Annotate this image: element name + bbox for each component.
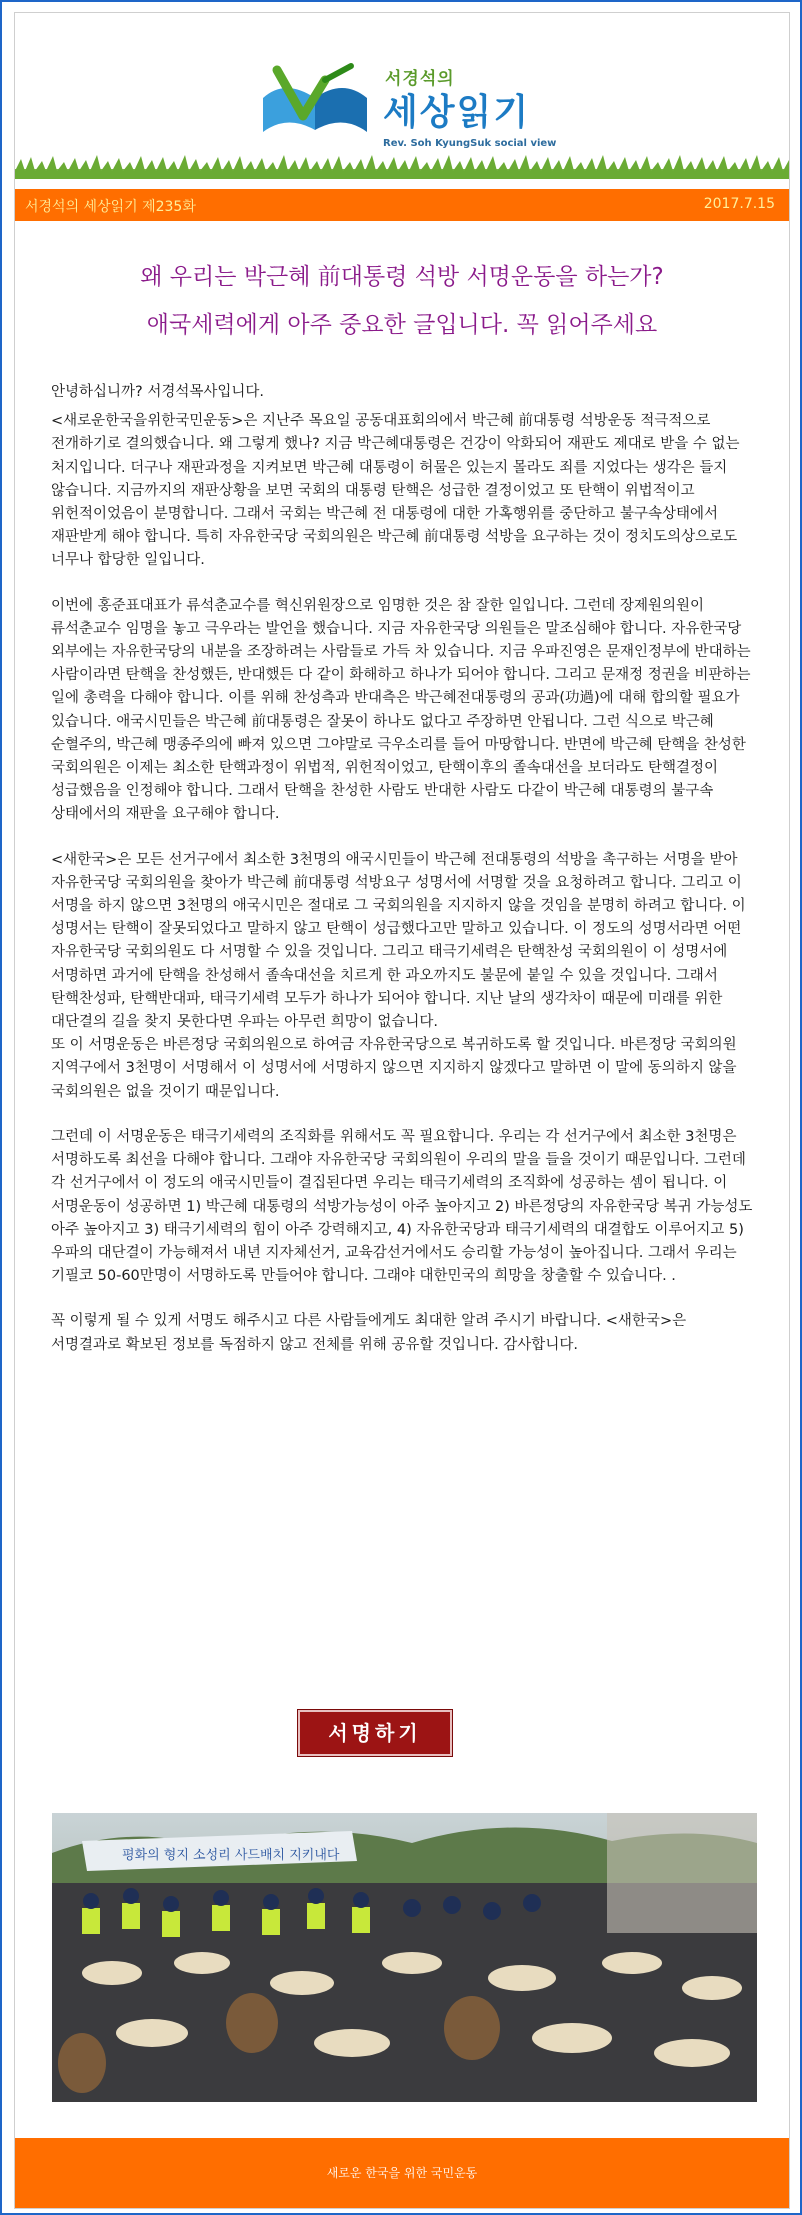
logo-title: 세상읽기 [383, 92, 531, 133]
footer-organization: 새로운 한국을 위한 국민운동 [326, 2166, 478, 2180]
logo-title-small: 서경석의 [385, 69, 455, 89]
paragraph: 또 이 서명운동은 바른정당 국회의원으로 하여금 자유한국당으로 복귀하도록 할 것입니다. 바른정당 국회의원 지역구에서 3천명이 서명해서 이 성명서에 서명하지 않으면 지지하지 않겠다고 말하면 이 말에 동의하지 않을 국회의원은 없을 것이기 때문입니다. [51, 1037, 737, 1100]
grass-divider [15, 153, 789, 179]
footer-bar [15, 2138, 789, 2208]
issue-date: 2017.7.15 [703, 196, 775, 212]
photo-banner: 평화의 형지 소성리 사드배치 지키내다 [122, 1848, 340, 1863]
headline-subtitle: 애국세력에게 아주 중요한 글입니다. 꼭 읽어주세요 [146, 312, 658, 338]
logo-area [15, 13, 789, 183]
paragraph: <새로운한국을위한국민운동>은 지난주 목요일 공동대표회의에서 박근혜 前대통령 석방운동 적극적으로 전개하기로 결의했습니다. 왜 그렇게 했나? 지금 박근혜대통령은 건강이 악화되어 재판도 제대로 받을 수 없는 처지입니다. 더구나 재판과정을 지켜보면 박근혜 대통령이 허물은 있는지 몰라도 죄를 지었다는 생각은 들지 않습니다. 지금까지의 재판상황을 보면 국회의 대통령 탄핵은 성급한 결정이었고 또 탄핵이 위법적이고 위헌적이었음이 분명합니다. 그래서 국회는 박근혜 전 대통령에 대한 가혹행위를 중단하고 불구속상태에서 재판받게 해야 합니다. 특히 자유한국당 국회의원은 박근혜 前대통령 석방을 요구하는 것이 정치도의상으로도 너무나 합당한 일입니다. [51, 413, 740, 569]
paragraph: 그런데 이 서명운동은 태극기세력의 조직화를 위해서도 꼭 필요합니다. 우리는 각 선거구에서 최소한 3천명은 서명하도록 최선을 다해야 합니다. 그래야 자유한국당 국회의원이 우리의 말을 들을 것이기 때문입니다. 그런데 각 선거구에서 이 정도의 애국시민들이 결집된다면 우리는 태극기세력의 조직화에 성공하는 셈이 됩니다. 이 서명운동이 성공하면 1) 박근혜 대통령의 석방가능성이 아주 높아지고 2) 바른정당의 자유한국당 복귀 가능성도 아주 높아지고 3) 태극기세력의 힘이 아주 강력해지고, 4) 자유한국당과 태극기세력의 대결합도 이루어지고 5) 우파의 대단결이 가능해져서 내년 지자체선거, 교육감선거에서도 승리할 가능성이 높아집니다. 그래서 우리는 기필코 50-60만명이 서명하도록 만들어야 합니다. 그래야 대한민국의 희망을 창출할 수 있습니다. . [51, 1128, 753, 1285]
greeting: 안녕하십니까? 서경석목사입니다. [51, 384, 265, 400]
newsletter-container [14, 12, 790, 2209]
sign-petition-button[interactable]: 서명하기 [298, 1710, 452, 1756]
logo [255, 58, 575, 158]
headline-title: 왜 우리는 박근혜 前대통령 석방 서명운동을 하는가? [140, 264, 664, 290]
crowd-photo-image [52, 1813, 757, 2102]
book-logo-icon [255, 58, 375, 158]
paragraph: <새한국>은 모든 선거구에서 최소한 3천명의 애국시민들이 박근혜 전대통령의 석방을 촉구하는 서명을 받아 자유한국당 국회의원을 찾아가 박근혜 前대통령 석방요구 성명서에 서명할 것을 요청하려고 합니다. 그리고 이 서명을 하지 않으면 3천명의 애국시민은 절대로 그 국회의원을 지지하지 않을 것임을 분명히 하려고 합니다. 이 성명서는 탄핵이 잘못되었다고 말하지 않고 탄핵이 성급했다고만 말하고 있습니다. 이 정도의 성명서라면 어떤 자유한국당 국회의원도 다 서명할 수 있을 것입니다. 그리고 태극기세력은 탄핵찬성 국회의원이 이 성명서에 서명하면 과거에 탄핵을 찬성해서 졸속대선을 치르게 한 과오까지도 불문에 붙일 수 있을 것입니다. 그래서 탄핵찬성파, 탄핵반대파, 태극기세력 모두가 하나가 되어야 합니다. 지난 날의 생각차이 때문에 미래를 위한 대단결의 길을 찾지 못한다면 우파는 아무런 희망이 없습니다. [51, 851, 746, 1031]
issue-header-bar [15, 189, 789, 221]
issue-number: 서경석의 세상읽기 제235화 [25, 199, 196, 215]
paragraph: 이번에 홍준표대표가 류석춘교수를 혁신위원장으로 임명한 것은 참 잘한 일입니다. 그런데 장제원의원이 류석춘교수 임명을 놓고 극우라는 발언을 했습니다. 지금 자유한국당 의원들은 말조심해야 합니다. 자유한국당 외부에는 자유한국당의 내분을 조장하려는 사람들로 가득 차 있습니다. 지금 우파진영은 문재인정부에 반대하는 사람이라면 탄핵을 찬성했든, 반대했든 다 같이 화해하고 하나가 되어야 합니다. 그리고 문재정 정권을 비판하는 일에 총력을 다해야 합니다. 이를 위해 찬성측과 반대측은 박근혜전대통령의 공과(功過)에 대해 합의할 필요가 있습니다. 애국시민들은 박근혜 前대통령은 잘못이 하나도 없다고 주장하면 안됩니다. 그런 식으로 박근혜 순혈주의, 박근혜 맹종주의에 빠져 있으면 그야말로 극우소리를 들어 마땅합니다. 반면에 박근혜 탄핵을 찬성한 국회의원은 이제는 최소한 탄핵과정이 위법적, 위헌적이었고, 탄핵이후의 졸속대선을 보더라도 탄핵결정이 성급했음을 인정해야 합니다. 그래서 탄핵을 찬성한 사람도 반대한 사람도 다같이 박근혜 대통령의 불구속 상태에서의 재판을 요구해야 합니다. [51, 597, 751, 823]
article-body [51, 381, 755, 1357]
logo-subtitle: Rev. Soh KyungSuk social view [383, 138, 557, 149]
paragraph: 꼭 이렇게 될 수 있게 서명도 해주시고 다른 사람들에게도 최대한 알려 주시기 바랍니다. <새한국>은 서명결과로 확보된 정보를 독점하지 않고 전체를 위해 공유할 것입니다. 감사합니다. [51, 1313, 687, 1353]
rally-photo [52, 1813, 757, 2102]
